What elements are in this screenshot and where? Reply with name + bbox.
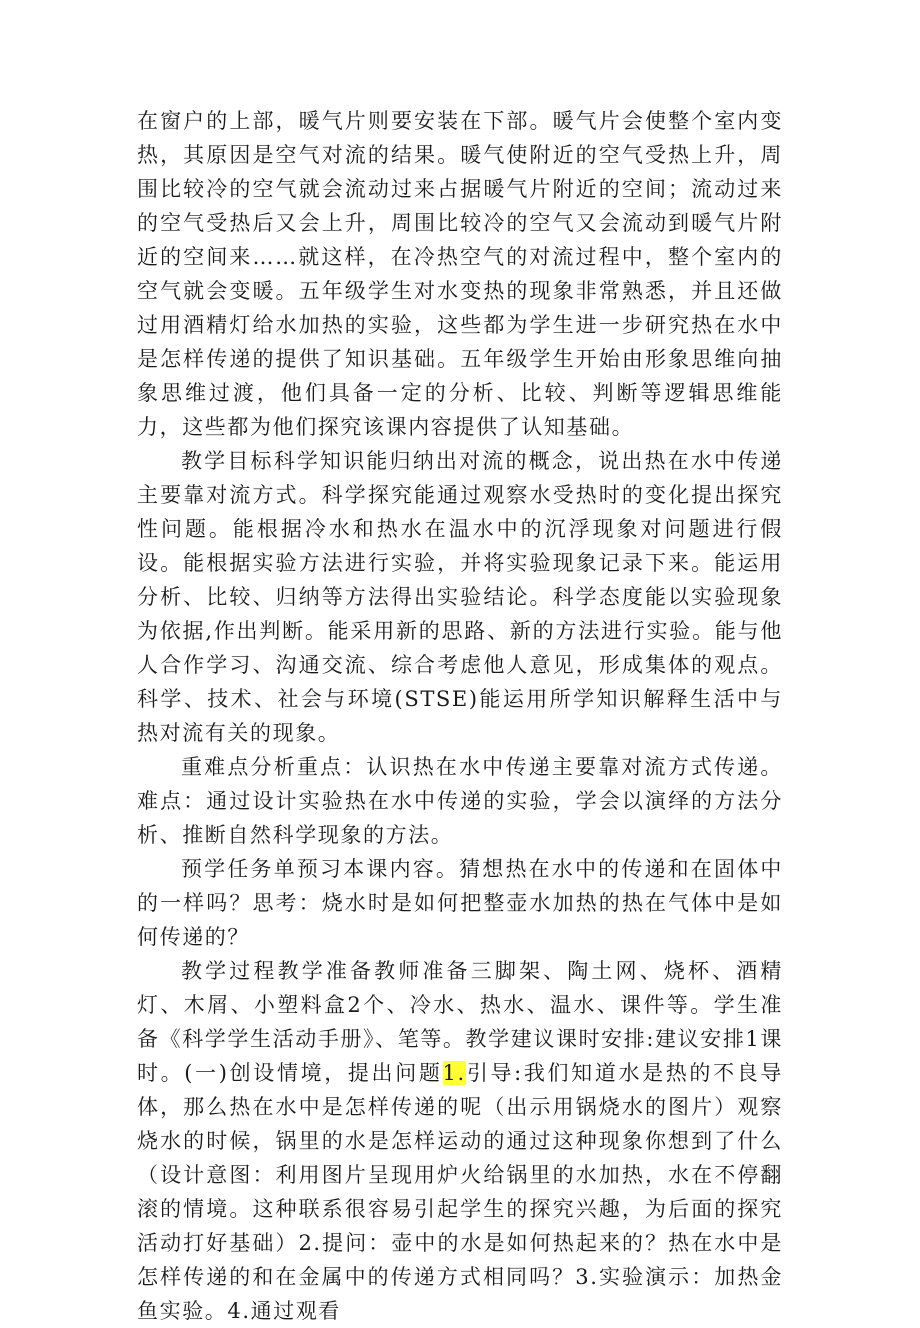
teaching-process-text-end: 引导:我们知道水是热的不良导体，那么热在水中是怎样传递的呢（出示用锅烧水的图片）观察烧水的时候，锅里的水是怎样运动的通过这种现象你想到了什么（设计意图：利用图片呈现用炉火给锅里的水加热，水在不停翻滚的情境。这种联系很容易引起学生的探究兴趣，为后面的探究活动打好基础）2.提问：壶中的水是如何热起来的？热在水中是怎样传递的和在金属中的传递方式相同吗？3.实验演示：加热金鱼实验。4.通过观看	[137, 1061, 783, 1323]
teaching-process-text-start: 教学过程教学准备教师准备三脚架、陶土网、烧杯、酒精灯、木屑、小塑料盒2个、冷水、热水、温水、课件等。学生准备《科学学生活动手册》、笔等。教学建议课时安排:建议安排1课时。(一)创设情境，提出问题	[137, 959, 783, 1085]
paragraph-key-difficulties: 重难点分析重点：认识热在水中传递主要靠对流方式传递。难点：通过设计实验热在水中传递的实验，学会以演绎的方法分析、推断自然科学现象的方法。	[137, 755, 783, 847]
paragraph-teaching-goals: 教学目标科学知识能归纳出对流的概念，说出热在水中传递主要靠对流方式。科学探究能通过观察水受热时的变化提出探究性问题。能根据冷水和热水在温水中的沉浮现象对问题进行假设。能根据实验方法进行实验，并将实验现象记录下来。能运用分析、比较、归纳等方法得出实验结论。科学态度能以实验现象为依据,作出判断。能采用新的思路、新的方法进行实验。能与他人合作学习、沟通交流、综合考虑他人意见，形成集体的观点。科学、技术、社会与环境(STSE)能运用所学知识解释生活中与热对流有关的现象。	[137, 449, 783, 745]
highlighted-step-number: 1.	[442, 1061, 466, 1085]
paragraph-teaching-process	[137, 954, 783, 1328]
document-body	[137, 104, 783, 1328]
paragraph-heating-convection: 在窗户的上部，暖气片则要安装在下部。暖气片会使整个室内变热，其原因是空气对流的结果。暖气使附近的空气受热上升，周围比较冷的空气就会流动过来占据暖气片附近的空间；流动过来的空气受热后又会上升，周围比较冷的空气又会流动到暖气片附近的空间来……就这样，在冷热空气的对流过程中，整个室内的空气就会变暖。五年级学生对水变热的现象非常熟悉，并且还做过用酒精灯给水加热的实验，这些都为学生进一步研究热在水中是怎样传递的提供了知识基础。五年级学生开始由形象思维向抽象思维过渡，他们具备一定的分析、比较、判断等逻辑思维能力，这些都为他们探究该课内容提供了认知基础。	[137, 109, 783, 439]
paragraph-preview-task: 预学任务单预习本课内容。猜想热在水中的传递和在固体中的一样吗？思考：烧水时是如何把整壶水加热的热在气体中是如何传递的？	[137, 857, 783, 949]
